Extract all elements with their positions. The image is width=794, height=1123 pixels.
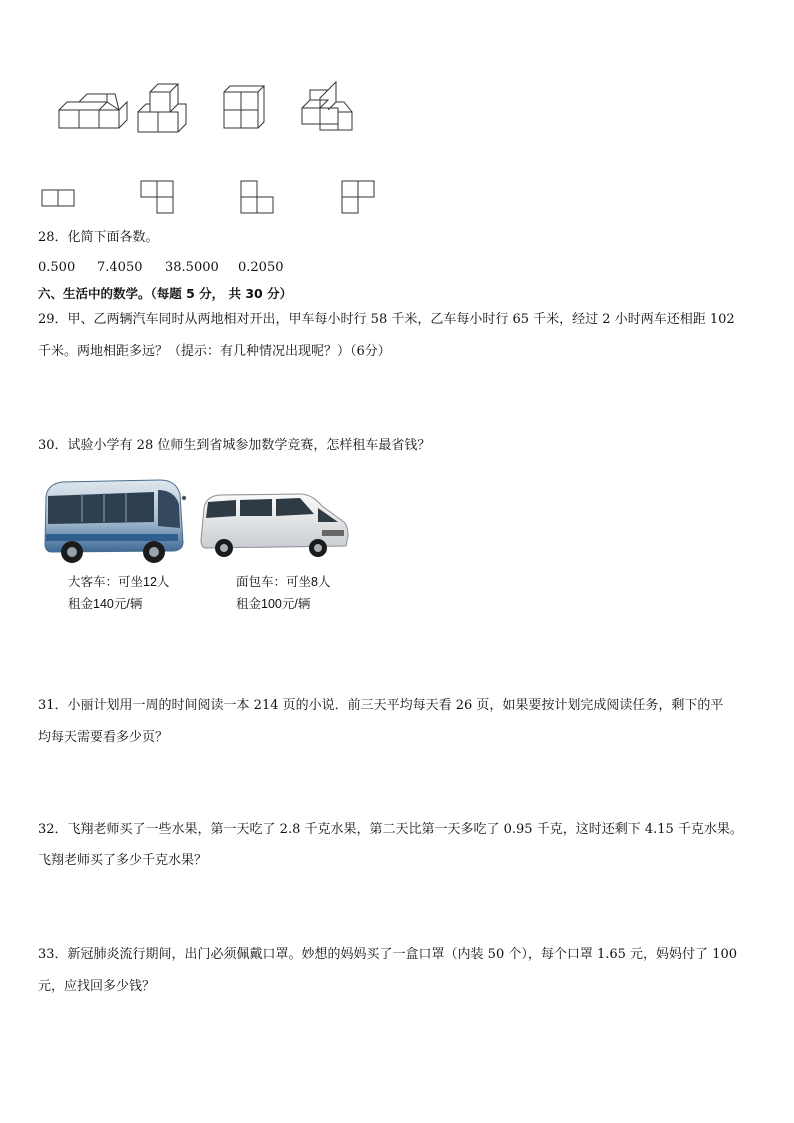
q33-line-1: 33．新冠肺炎流行期间，出门必须佩戴口罩。妙想的妈妈买了一盒口罩（内装 50 个），每个口罩 1.65 元，妈妈付了 100 xyxy=(38,947,738,962)
view-figure-3 xyxy=(241,181,273,213)
van-seats-label: 面包车：可坐8人 xyxy=(236,575,331,589)
van-rent-label: 租金100元/辆 xyxy=(236,597,311,611)
q30-line-1: 30．试验小学有 28 位师生到省城参加数学竞赛，怎样租车最省钱？ xyxy=(38,438,431,453)
q33-line-2: 元，应找回多少钱？ xyxy=(38,979,156,994)
cube-figure-1 xyxy=(59,94,127,128)
view-figure-2 xyxy=(141,181,173,213)
view-figure-4 xyxy=(342,181,374,213)
q29-line-1: 29．甲、乙两辆汽车同时从两地相对开出，甲车每小时行 58 千米，乙车每小时行 65 千米，经过 2 小时两车还相距 102 xyxy=(38,312,735,327)
view-figure-1 xyxy=(42,190,74,206)
q28-title: 28．化简下面各数。 xyxy=(38,230,159,245)
cube-figure-2 xyxy=(138,84,186,132)
cube-figure-3 xyxy=(224,86,264,128)
section-6-heading: 六、生活中的数学。（每题 5 分， 共 30 分） xyxy=(38,286,293,301)
q31-line-2: 均每天需要看多少页？ xyxy=(38,730,169,745)
q28-number-3: 38.5000 xyxy=(165,260,219,275)
q28-number-1: 0.500 xyxy=(38,260,76,275)
bus-rent-label: 租金140元/辆 xyxy=(68,597,143,611)
bus-seats-label: 大客车：可坐12人 xyxy=(68,575,170,589)
view-figures xyxy=(38,178,383,218)
q32-line-1: 32．飞翔老师买了一些水果，第一天吃了 2.8 千克水果，第二天比第一天多吃了 0.95 千克，这时还剩下 4.15 千克水果。 xyxy=(38,822,743,837)
q28-number-4: 0.2050 xyxy=(238,260,284,275)
cube-figure-4 xyxy=(302,82,352,130)
van-image xyxy=(198,492,350,562)
q32-line-2: 飞翔老师买了多少千克水果？ xyxy=(38,853,208,868)
cube-figures xyxy=(40,70,370,140)
bus-image xyxy=(42,476,187,568)
q29-line-2: 千米。两地相距多远？（提示：有几种情况出现呢？）（6分） xyxy=(38,344,391,359)
q31-line-1: 31．小丽计划用一周的时间阅读一本 214 页的小说．前三天平均每天看 26 页，如果要按计划完成阅读任务，剩下的平 xyxy=(38,698,724,713)
q28-number-2: 7.4050 xyxy=(97,260,143,275)
